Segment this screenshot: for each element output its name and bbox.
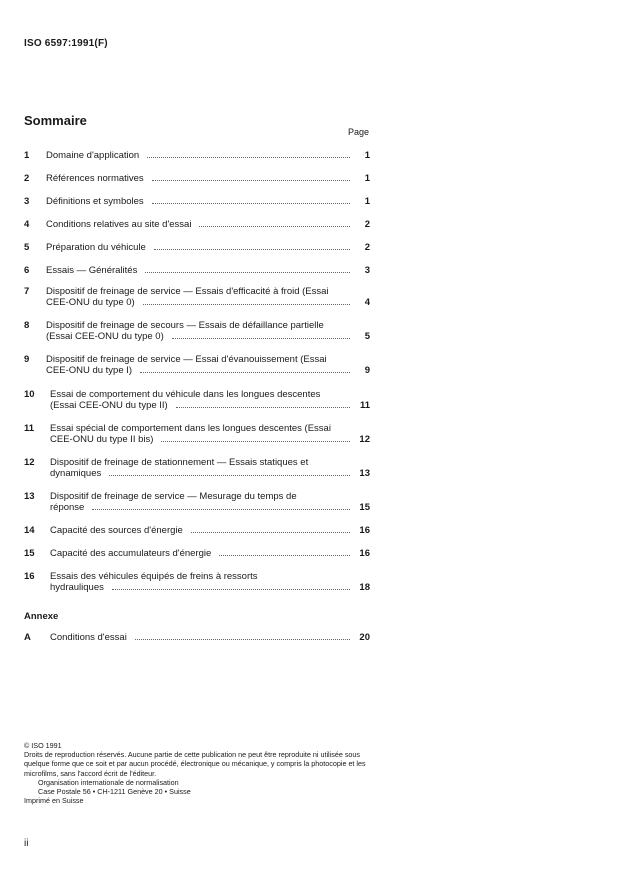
toc-entry-number: 13 <box>24 491 35 502</box>
toc-entry-page: 2 <box>364 242 370 253</box>
dot-leader <box>143 304 350 305</box>
annexe-heading: Annexe <box>24 611 59 622</box>
toc-entry-number: 9 <box>24 354 30 365</box>
toc-entry-title: Essais des véhicules équipés de freins à ressorts <box>50 571 258 582</box>
toc-entry-number: A <box>24 632 31 643</box>
dot-leader <box>154 249 350 250</box>
document-id: ISO 6597:1991(F) <box>24 38 108 49</box>
toc-entry-title: CEE-ONU du type I) <box>46 365 133 376</box>
dot-leader <box>176 407 350 408</box>
page-title: Sommaire <box>24 113 87 128</box>
toc-entry-number: 10 <box>24 389 35 400</box>
dot-leader <box>147 157 350 158</box>
toc-entry-page: 15 <box>359 502 370 513</box>
toc-entry-title: Préparation du véhicule <box>46 242 146 253</box>
toc-entry-title: Références normatives <box>46 173 144 184</box>
dot-leader <box>112 589 350 590</box>
toc-entry-page: 20 <box>359 632 370 643</box>
toc-entry-title: Dispositif de freinage de service — Essai d'évanouissement (Essai <box>46 354 327 365</box>
toc-entry-page: 4 <box>364 297 370 308</box>
toc-entry-title: Dispositif de freinage de secours — Essais de défaillance partielle <box>46 320 324 331</box>
toc-entry-title: réponse <box>50 502 85 513</box>
toc-entry-page: 2 <box>364 219 370 230</box>
toc-entry-title: Définitions et symboles <box>46 196 144 207</box>
toc-entry-title: CEE-ONU du type 0) <box>46 297 135 308</box>
toc-entry-title: Dispositif de freinage de stationnement — Essais statiques et <box>50 457 309 468</box>
toc-entry-number: 11 <box>24 423 35 434</box>
toc-entry-number: 4 <box>24 219 30 230</box>
toc-entry-title: Essai spécial de comportement dans les longues descentes (Essai <box>50 423 331 434</box>
dot-leader <box>135 639 350 640</box>
toc-entry-page: 18 <box>359 582 370 593</box>
rights-statement: Droits de reproduction réservés. Aucune partie de cette publication ne peut être reproduite ni utilisée sous quelque forme que ce soit et par aucun procédé, électronique ou mécanique, y compris la photocopie et les microfilms, sans l'accord écrit de l'éditeur. <box>24 750 366 778</box>
toc-entry-page: 11 <box>359 400 370 411</box>
toc-entry-title: Essais — Généralités <box>46 265 138 276</box>
toc-entry-page: 16 <box>359 548 370 559</box>
toc-entry-title: (Essai CEE-ONU du type II) <box>50 400 168 411</box>
toc-entry-number: 7 <box>24 286 30 297</box>
toc-entry-number: 2 <box>24 173 30 184</box>
toc-entry-title: Dispositif de freinage de service — Essais d'efficacité à froid (Essai <box>46 286 329 297</box>
dot-leader <box>191 532 350 533</box>
toc-entry-title: Capacité des sources d'énergie <box>50 525 183 536</box>
dot-leader <box>172 338 350 339</box>
toc-entry-title: Conditions d'essai <box>50 632 127 643</box>
dot-leader <box>152 180 350 181</box>
dot-leader <box>109 475 350 476</box>
toc-entry-number: 1 <box>24 150 30 161</box>
toc-entry-page: 9 <box>364 365 370 376</box>
toc-entry-page: 1 <box>364 196 370 207</box>
copyright-notice <box>24 741 370 805</box>
toc-entry-page: 16 <box>359 525 370 536</box>
toc-entry-number: 5 <box>24 242 30 253</box>
page-number: ii <box>24 838 29 849</box>
toc-entry-number: 12 <box>24 457 35 468</box>
dot-leader <box>161 441 350 442</box>
toc-entry-title: dynamiques <box>50 468 102 479</box>
organization-address: Case Postale 56 • CH-1211 Genève 20 • Suisse <box>38 787 191 797</box>
organization-name: Organisation internationale de normalisation <box>38 777 179 787</box>
copyright-line: © ISO 1991 <box>24 741 62 750</box>
dot-leader <box>152 203 350 204</box>
toc-entry-page: 12 <box>359 434 370 445</box>
toc-entry-title: Conditions relatives au site d'essai <box>46 219 192 230</box>
printed-in: Imprimé en Suisse <box>24 796 84 806</box>
toc-entry-page: 1 <box>364 173 370 184</box>
dot-leader <box>140 372 350 373</box>
toc-entry-number: 6 <box>24 265 30 276</box>
toc-entry-number: 14 <box>24 525 35 536</box>
toc-entry-number: 15 <box>24 548 35 559</box>
toc-entry-page: 3 <box>364 265 370 276</box>
toc-entry-title: hydrauliques <box>50 582 104 593</box>
page-column-label: Page <box>348 127 370 137</box>
dot-leader <box>92 509 350 510</box>
toc-entry-number: 8 <box>24 320 30 331</box>
toc-entry-page: 13 <box>359 468 370 479</box>
toc-entry-number: 3 <box>24 196 30 207</box>
toc-entry-number: 16 <box>24 571 35 582</box>
toc-entry-page: 1 <box>364 150 370 161</box>
toc-entry-title: CEE-ONU du type II bis) <box>50 434 154 445</box>
toc-entry-title: Domaine d'application <box>46 150 140 161</box>
toc-entry-title: (Essai CEE-ONU du type 0) <box>46 331 164 342</box>
toc-entry-title: Dispositif de freinage de service — Mesurage du temps de <box>50 491 297 502</box>
dot-leader <box>199 226 350 227</box>
dot-leader <box>219 555 350 556</box>
dot-leader <box>145 272 350 273</box>
toc-entry-title: Essai de comportement du véhicule dans les longues descentes <box>50 389 321 400</box>
toc-entry-page: 5 <box>364 331 370 342</box>
toc-entry-title: Capacité des accumulateurs d'énergie <box>50 548 212 559</box>
